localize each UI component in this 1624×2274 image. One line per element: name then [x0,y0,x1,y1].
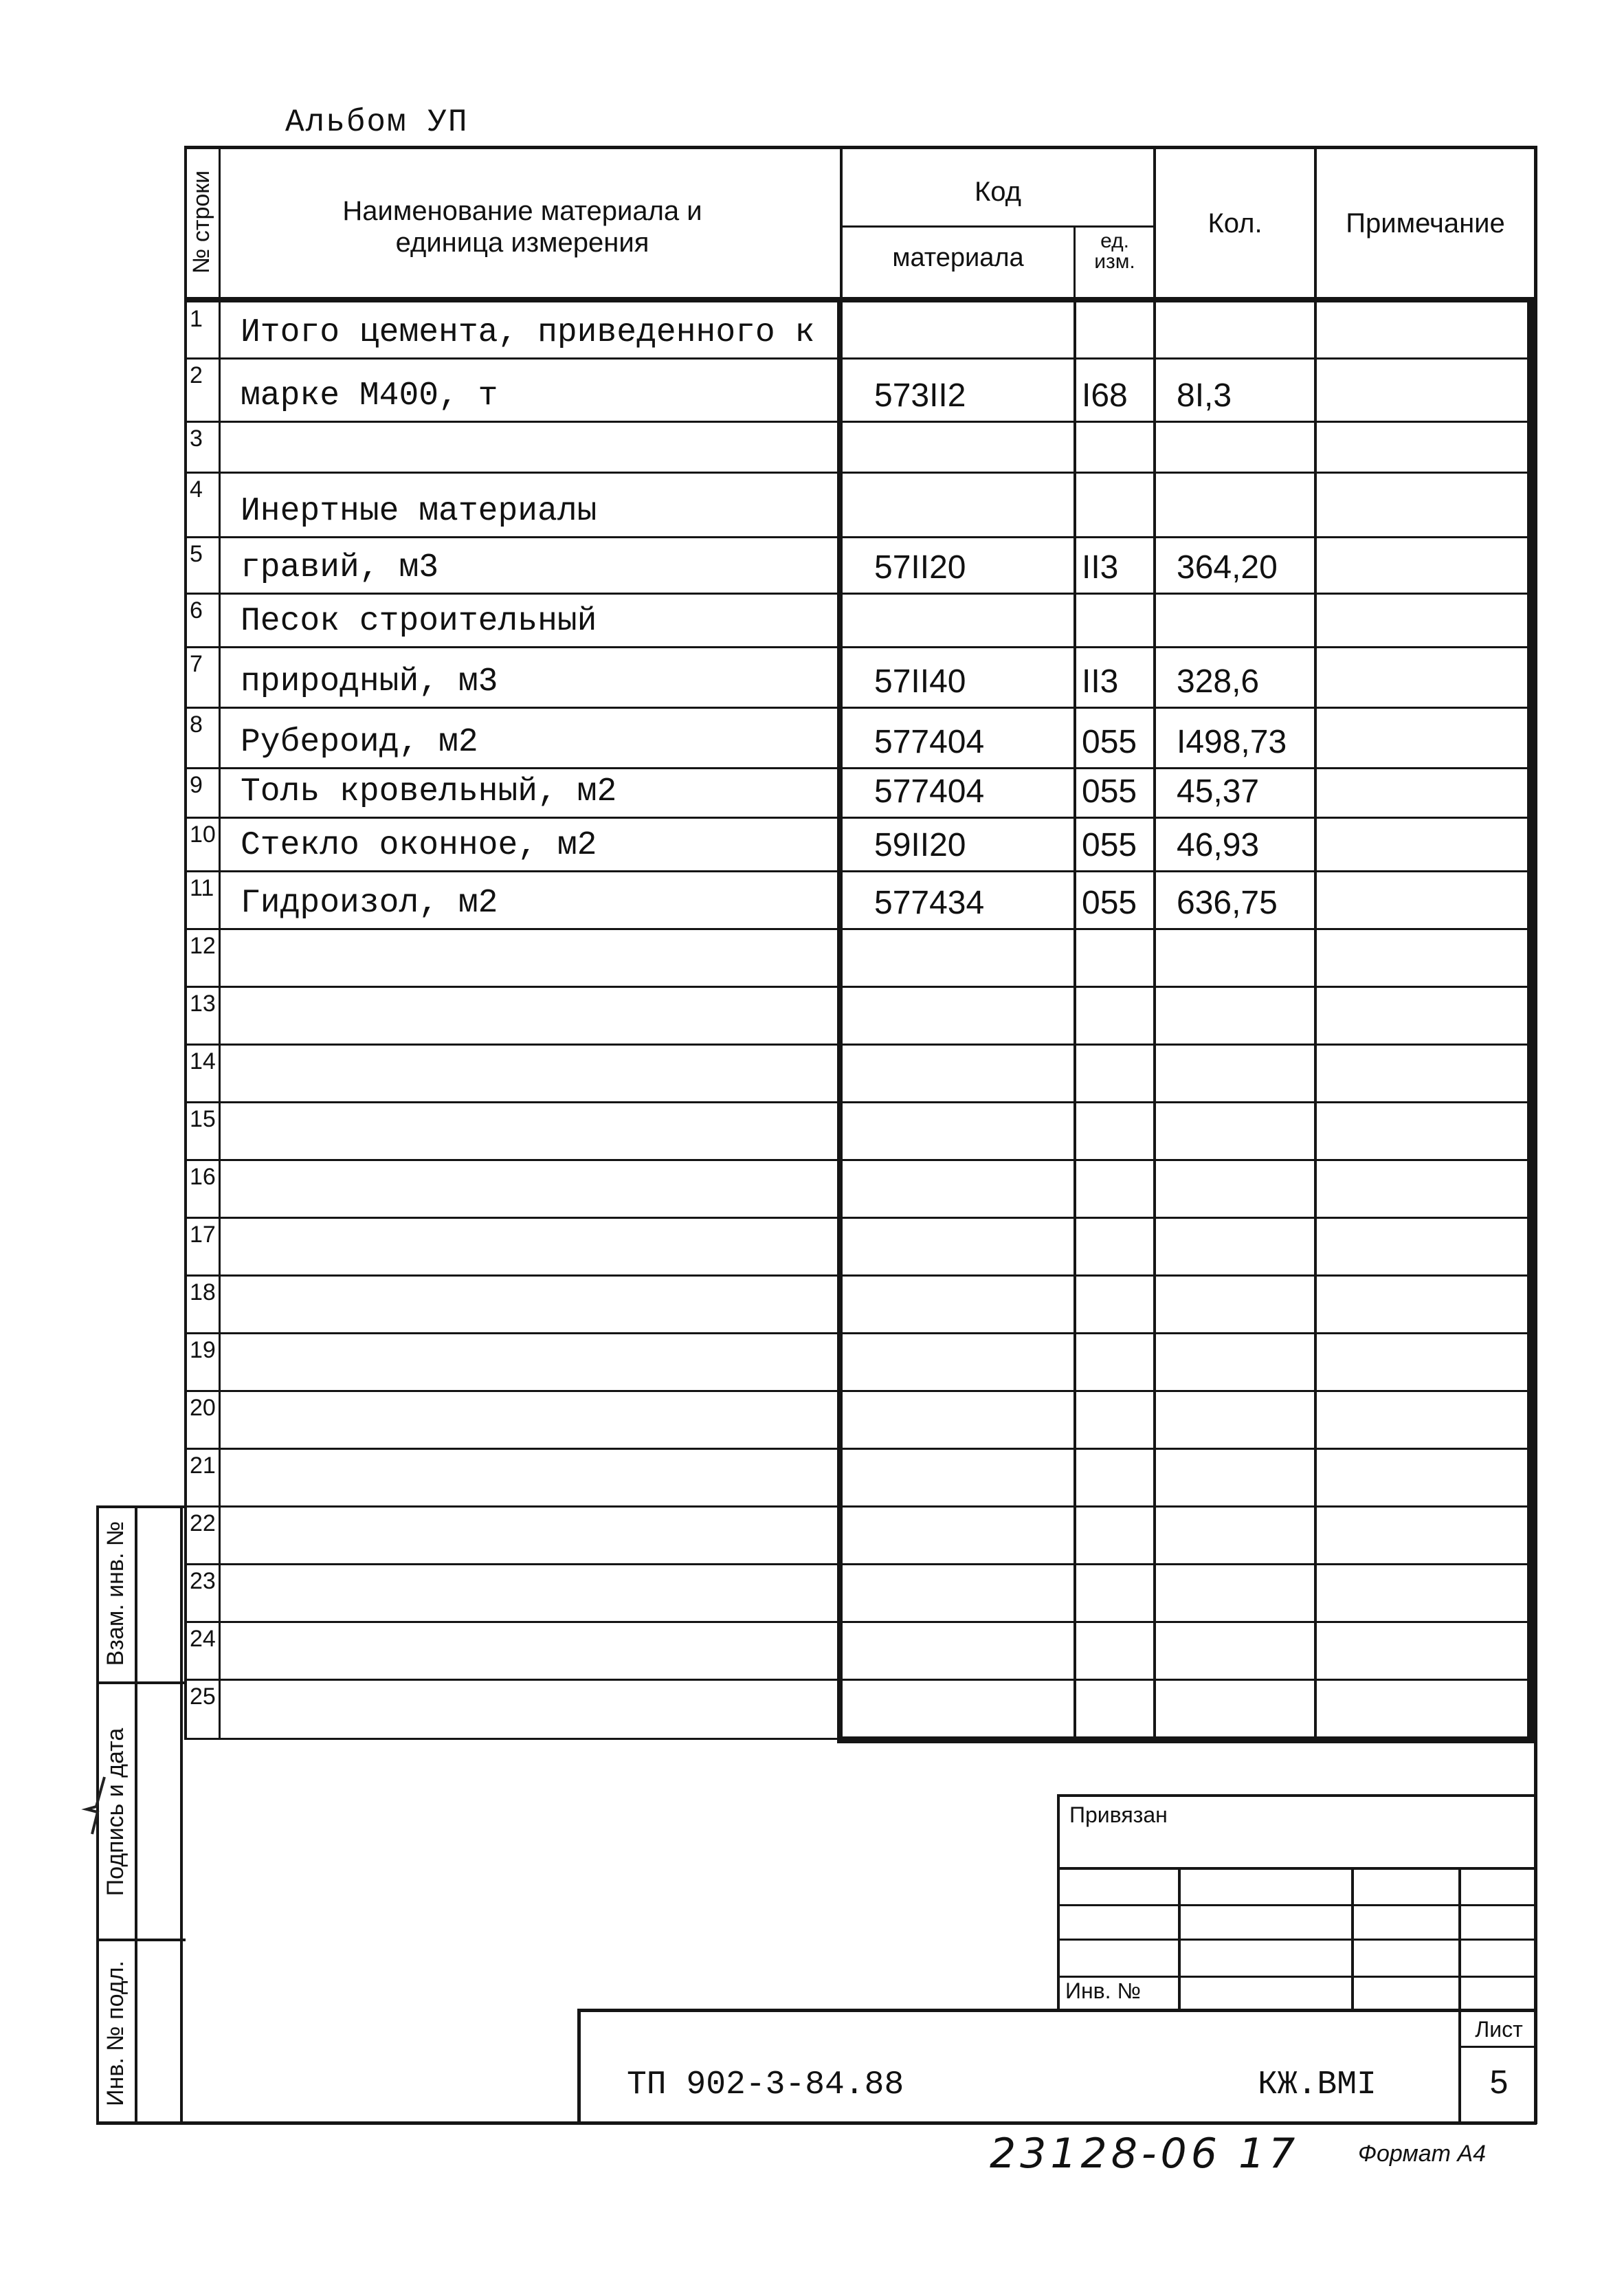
note-header: Примечание [1346,208,1505,239]
table-row [184,929,1534,987]
row-number-header: № строки [188,170,214,274]
vzam-inv-label: Взам. инв. № [102,1521,129,1666]
table-row [184,1391,1534,1449]
quantity: 46,93 [1177,827,1260,863]
table-row [184,1565,1534,1622]
row-number: 6 [190,597,203,623]
material-code: 573II2 [874,377,966,414]
material-code: 577404 [874,773,985,810]
row-number: 9 [190,772,203,798]
table-row [184,1449,1534,1507]
material-name: Рубероид, м2 [241,724,478,761]
table-row [184,1045,1534,1103]
unit-code: I68 [1082,377,1128,414]
row-number: 12 [190,933,216,959]
unit-code-header: ед. изм. [1094,230,1135,273]
table-row [184,1160,1534,1218]
material-name: Толь кровельный, м2 [241,773,617,810]
privyazan-label: Привязан [1069,1802,1168,1827]
inv-no-label: Инв. № [1065,1978,1141,2003]
row-number: 5 [190,541,203,567]
material-code: 57II20 [874,549,966,586]
material-name: Итого цемента, приведенного к [241,314,815,351]
code-header: Код [974,177,1021,207]
unit-code: II3 [1082,549,1119,586]
material-name: Инертные материалы [241,493,597,530]
row-number: 21 [190,1453,216,1479]
quantity: 45,37 [1177,773,1260,810]
row-number: 17 [190,1222,216,1248]
row-number: 19 [190,1337,216,1363]
quantity: I498,73 [1177,724,1287,760]
row-number: 24 [190,1626,216,1652]
table-row [184,1507,1534,1565]
signature-mark [77,1774,118,1835]
quantity: 8I,3 [1177,377,1232,414]
format-label: Формат А4 [1358,2141,1487,2167]
table-row [184,987,1534,1045]
row-number: 4 [190,476,203,503]
quantity: 328,6 [1177,663,1260,700]
table-row [184,1334,1534,1391]
row-number: 11 [190,875,214,901]
unit-code: 055 [1082,724,1137,760]
row-number: 20 [190,1395,216,1421]
material-name: Песок строительный [241,603,597,640]
document-mark: КЖ.ВМI [1258,2066,1377,2104]
material-code: 59II20 [874,827,966,863]
material-code: 577404 [874,724,985,760]
row-number: 23 [190,1568,216,1594]
row-number: 13 [190,991,216,1017]
row-number: 7 [190,651,203,677]
row-number: 15 [190,1106,216,1132]
material-name: природный, м3 [241,663,498,700]
sheet-number: 5 [1489,2064,1509,2101]
material-name: марке М400, т [241,377,498,415]
row-number: 10 [190,821,216,848]
row-number: 14 [190,1048,216,1074]
material-name: гравий, м3 [241,549,439,586]
album-label: Альбом УП [285,104,469,140]
table-row [184,1103,1534,1160]
sheet-label: Лист [1475,2017,1523,2042]
material-code: 57II40 [874,663,966,700]
row-number: 22 [190,1510,216,1536]
podpis-data-label: Подпись и дата [102,1727,129,1897]
row-number: 1 [190,306,203,332]
quantity-header: Кол. [1208,208,1263,239]
material-name: Стекло оконное, м2 [241,827,597,864]
row-number: 18 [190,1279,216,1305]
row-number: 2 [190,362,203,388]
unit-code: 055 [1082,827,1137,863]
name-header: Наименование материала и единица измерения [342,196,702,258]
table-row [184,1218,1534,1276]
inv-podl-label: Инв. № подл. [102,1961,129,2106]
table-row [184,1622,1534,1680]
unit-code: 055 [1082,885,1137,921]
row-number: 8 [190,711,203,738]
material-name: Гидроизол, м2 [241,885,498,922]
quantity: 364,20 [1177,549,1278,586]
unit-code: II3 [1082,663,1119,700]
row-number: 25 [190,1684,216,1710]
row-number: 16 [190,1164,216,1190]
table-row [184,1276,1534,1334]
table-row [184,1680,1534,1739]
row-number: 3 [190,426,203,452]
unit-code: 055 [1082,773,1137,810]
material-code-header: материала [892,243,1024,272]
handwritten-archive-number: 23128-06 17 [990,2130,1300,2178]
quantity: 636,75 [1177,885,1278,921]
material-code: 577434 [874,885,985,921]
table-row [184,422,1534,473]
document-code: ТП 902-3-84.88 [627,2066,904,2104]
